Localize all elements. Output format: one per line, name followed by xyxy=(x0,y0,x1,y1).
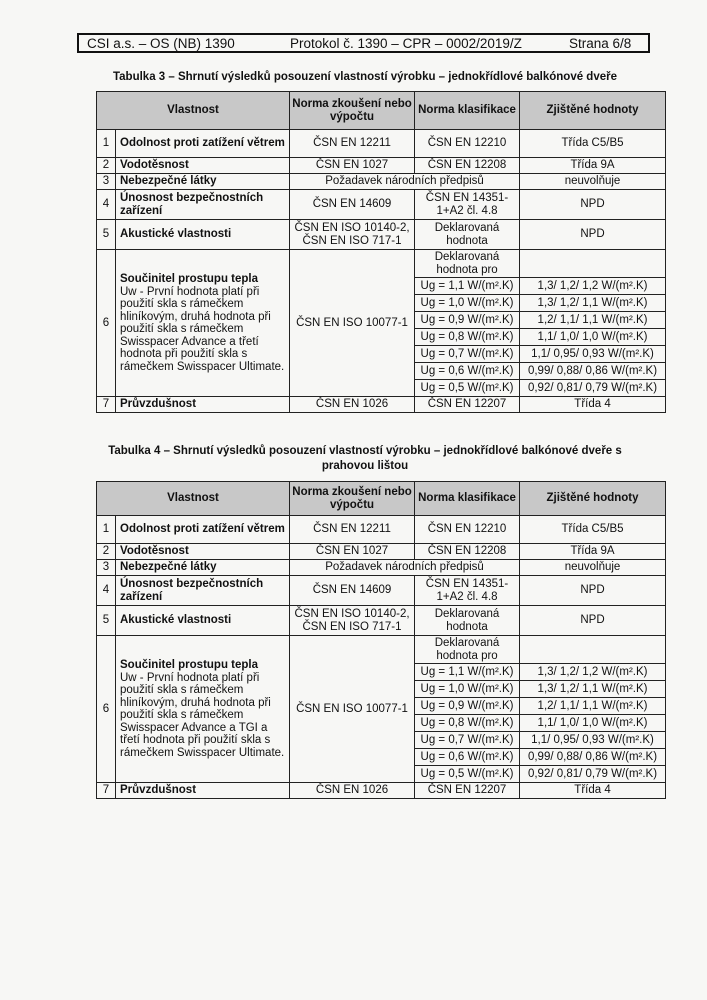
property-name: Součinitel prostupu tepla xyxy=(120,659,259,671)
result-value: NPD xyxy=(520,606,666,636)
table4-header-row xyxy=(97,482,666,516)
property-note: Uw - První hodnota platí při použití skla s rámečkem hliníkovým, druhá hodnota při použití skla s rámečkem Swisspacer Advance a třetí hodnota při použití skla s rámečkem Swisspacer Ultimate. xyxy=(120,285,285,373)
ug-value: Ug = 1,0 W/(m².K) xyxy=(415,681,520,698)
result-value: Třída 9A xyxy=(520,544,666,560)
result-value: 0,99/ 0,88/ 0,86 W/(m².K) xyxy=(520,749,666,766)
test-standard: ČSN EN 14609 xyxy=(290,576,415,606)
result-value: 1,3/ 1,2/ 1,1 W/(m².K) xyxy=(520,681,666,698)
property-name: Vodotěsnost xyxy=(116,158,290,174)
table-row xyxy=(97,250,666,278)
result-value: Třída 4 xyxy=(520,397,666,413)
property-name: Odolnost proti zatížení větrem xyxy=(116,130,290,158)
class-standard: ČSN EN 14351-1+A2 čl. 4.8 xyxy=(415,190,520,220)
table-row xyxy=(97,190,666,220)
class-standard: ČSN EN 12208 xyxy=(415,158,520,174)
result-value: neuvolňuje xyxy=(520,174,666,190)
ug-value: Ug = 0,8 W/(m².K) xyxy=(415,715,520,732)
table3-caption: Tabulka 3 – Shrnutí výsledků posouzení vlastností výrobku – jednokřídlové balkónové dveře xyxy=(112,71,617,83)
test-standard: ČSN EN 1027 xyxy=(290,158,415,174)
result-value: 0,92/ 0,81/ 0,79 W/(m².K) xyxy=(520,380,666,397)
result-value: Třída C5/B5 xyxy=(520,130,666,158)
ug-value: Ug = 0,5 W/(m².K) xyxy=(415,380,520,397)
table-row xyxy=(97,544,666,560)
table-row xyxy=(97,397,666,413)
result-value: NPD xyxy=(520,220,666,250)
table-row xyxy=(97,130,666,158)
row-number: 3 xyxy=(97,560,116,576)
col-header-class-standard: Norma klasifikace xyxy=(415,92,520,130)
test-standard: ČSN EN 12211 xyxy=(290,130,415,158)
ug-value: Ug = 0,7 W/(m².K) xyxy=(415,346,520,363)
row-number: 1 xyxy=(97,130,116,158)
ug-value: Ug = 0,5 W/(m².K) xyxy=(415,766,520,783)
row-number: 5 xyxy=(97,606,116,636)
row-number: 1 xyxy=(97,516,116,544)
table-row xyxy=(97,560,666,576)
ug-value: Ug = 0,6 W/(m².K) xyxy=(415,363,520,380)
table4-caption: Tabulka 4 – Shrnutí výsledků posouzení vlastností výrobku – jednokřídlové balkónové dveře s prahovou lištou xyxy=(108,445,622,472)
property-name: Nebezpečné látky xyxy=(116,174,290,190)
table-row xyxy=(97,516,666,544)
header-org: CSI a.s. – OS (NB) 1390 xyxy=(87,35,235,51)
result-value: 1,2/ 1,1/ 1,1 W/(m².K) xyxy=(520,698,666,715)
table3 xyxy=(96,91,666,413)
test-standard: ČSN EN ISO 10077-1 xyxy=(290,250,415,397)
test-standard: ČSN EN 1027 xyxy=(290,544,415,560)
result-value: Třída 9A xyxy=(520,158,666,174)
property-name: Únosnost bezpečnostních zařízení xyxy=(116,576,290,606)
national-requirement: Požadavek národních předpisů xyxy=(290,174,520,190)
header-page: Strana 6/8 xyxy=(569,35,632,51)
result-value: 1,1/ 0,95/ 0,93 W/(m².K) xyxy=(520,732,666,749)
result-value: 1,1/ 0,95/ 0,93 W/(m².K) xyxy=(520,346,666,363)
ug-value: Ug = 0,6 W/(m².K) xyxy=(415,749,520,766)
class-standard: Deklarovaná hodnota xyxy=(415,220,520,250)
row-number: 5 xyxy=(97,220,116,250)
table-row xyxy=(97,220,666,250)
row-number: 6 xyxy=(97,636,116,783)
test-standard: ČSN EN ISO 10140-2, ČSN EN ISO 717-1 xyxy=(290,606,415,636)
result-value: Třída C5/B5 xyxy=(520,516,666,544)
table-row xyxy=(97,606,666,636)
property-name: Nebezpečné látky xyxy=(116,560,290,576)
col-header-property: Vlastnost xyxy=(97,92,290,130)
property-name: Součinitel prostupu tepla xyxy=(120,273,259,285)
result-value: neuvolňuje xyxy=(520,560,666,576)
property-name: Únosnost bezpečnostních zařízení xyxy=(116,190,290,220)
class-standard: ČSN EN 12210 xyxy=(415,516,520,544)
class-standard: ČSN EN 12210 xyxy=(415,130,520,158)
declared-label: Deklarovaná hodnota pro xyxy=(415,250,520,278)
col-header-property: Vlastnost xyxy=(97,482,290,516)
result-value: 0,92/ 0,81/ 0,79 W/(m².K) xyxy=(520,766,666,783)
row-number: 3 xyxy=(97,174,116,190)
col-header-values: Zjištěné hodnoty xyxy=(520,92,666,130)
table-row xyxy=(97,158,666,174)
class-standard: ČSN EN 12207 xyxy=(415,397,520,413)
result-value: 1,3/ 1,2/ 1,2 W/(m².K) xyxy=(520,664,666,681)
property-name: Průvzdušnost xyxy=(116,783,290,799)
col-header-test-standard: Norma zkoušení nebo výpočtu xyxy=(290,92,415,130)
col-header-class-standard: Norma klasifikace xyxy=(415,482,520,516)
property-description xyxy=(116,250,290,397)
declared-label: Deklarovaná hodnota pro xyxy=(415,636,520,664)
property-name: Akustické vlastnosti xyxy=(116,220,290,250)
result-value xyxy=(520,636,666,664)
table-row xyxy=(97,576,666,606)
row-number: 4 xyxy=(97,576,116,606)
test-standard: ČSN EN 12211 xyxy=(290,516,415,544)
row-number: 7 xyxy=(97,397,116,413)
table3-header-row xyxy=(97,92,666,130)
class-standard: Deklarovaná hodnota xyxy=(415,606,520,636)
row-number: 4 xyxy=(97,190,116,220)
result-value xyxy=(520,250,666,278)
table-row xyxy=(97,783,666,799)
result-value: 0,99/ 0,88/ 0,86 W/(m².K) xyxy=(520,363,666,380)
test-standard: ČSN EN ISO 10077-1 xyxy=(290,636,415,783)
result-value: 1,1/ 1,0/ 1,0 W/(m².K) xyxy=(520,329,666,346)
page-header xyxy=(77,33,650,53)
ug-value: Ug = 0,9 W/(m².K) xyxy=(415,312,520,329)
property-name: Vodotěsnost xyxy=(116,544,290,560)
ug-value: Ug = 1,0 W/(m².K) xyxy=(415,295,520,312)
ug-value: Ug = 0,9 W/(m².K) xyxy=(415,698,520,715)
property-note: Uw - První hodnota platí při použití skla s rámečkem hliníkovým, druhá hodnota při použití skla s rámečkem Swisspacer Advance a TGI a třetí hodnota při použití skla s rámečkem Swisspacer Ultimate. xyxy=(120,671,285,759)
property-name: Odolnost proti zatížení větrem xyxy=(116,516,290,544)
test-standard: ČSN EN ISO 10140-2, ČSN EN ISO 717-1 xyxy=(290,220,415,250)
class-standard: ČSN EN 12207 xyxy=(415,783,520,799)
ug-value: Ug = 0,8 W/(m².K) xyxy=(415,329,520,346)
result-value: NPD xyxy=(520,576,666,606)
property-name: Akustické vlastnosti xyxy=(116,606,290,636)
table-row xyxy=(97,636,666,664)
table-row xyxy=(97,174,666,190)
row-number: 6 xyxy=(97,250,116,397)
ug-value: Ug = 0,7 W/(m².K) xyxy=(415,732,520,749)
result-value: 1,3/ 1,2/ 1,1 W/(m².K) xyxy=(520,295,666,312)
class-standard: ČSN EN 12208 xyxy=(415,544,520,560)
ug-value: Ug = 1,1 W/(m².K) xyxy=(415,664,520,681)
row-number: 2 xyxy=(97,158,116,174)
ug-value: Ug = 1,1 W/(m².K) xyxy=(415,278,520,295)
test-standard: ČSN EN 14609 xyxy=(290,190,415,220)
national-requirement: Požadavek národních předpisů xyxy=(290,560,520,576)
result-value: 1,3/ 1,2/ 1,2 W/(m².K) xyxy=(520,278,666,295)
property-description xyxy=(116,636,290,783)
result-value: 1,2/ 1,1/ 1,1 W/(m².K) xyxy=(520,312,666,329)
result-value: Třída 4 xyxy=(520,783,666,799)
col-header-values: Zjištěné hodnoty xyxy=(520,482,666,516)
result-value: 1,1/ 1,0/ 1,0 W/(m².K) xyxy=(520,715,666,732)
property-name: Průvzdušnost xyxy=(116,397,290,413)
result-value: NPD xyxy=(520,190,666,220)
row-number: 7 xyxy=(97,783,116,799)
table4 xyxy=(96,481,666,799)
class-standard: ČSN EN 14351-1+A2 čl. 4.8 xyxy=(415,576,520,606)
col-header-test-standard: Norma zkoušení nebo výpočtu xyxy=(290,482,415,516)
header-protocol: Protokol č. 1390 – CPR – 0002/2019/Z xyxy=(290,35,522,51)
row-number: 2 xyxy=(97,544,116,560)
test-standard: ČSN EN 1026 xyxy=(290,783,415,799)
test-standard: ČSN EN 1026 xyxy=(290,397,415,413)
